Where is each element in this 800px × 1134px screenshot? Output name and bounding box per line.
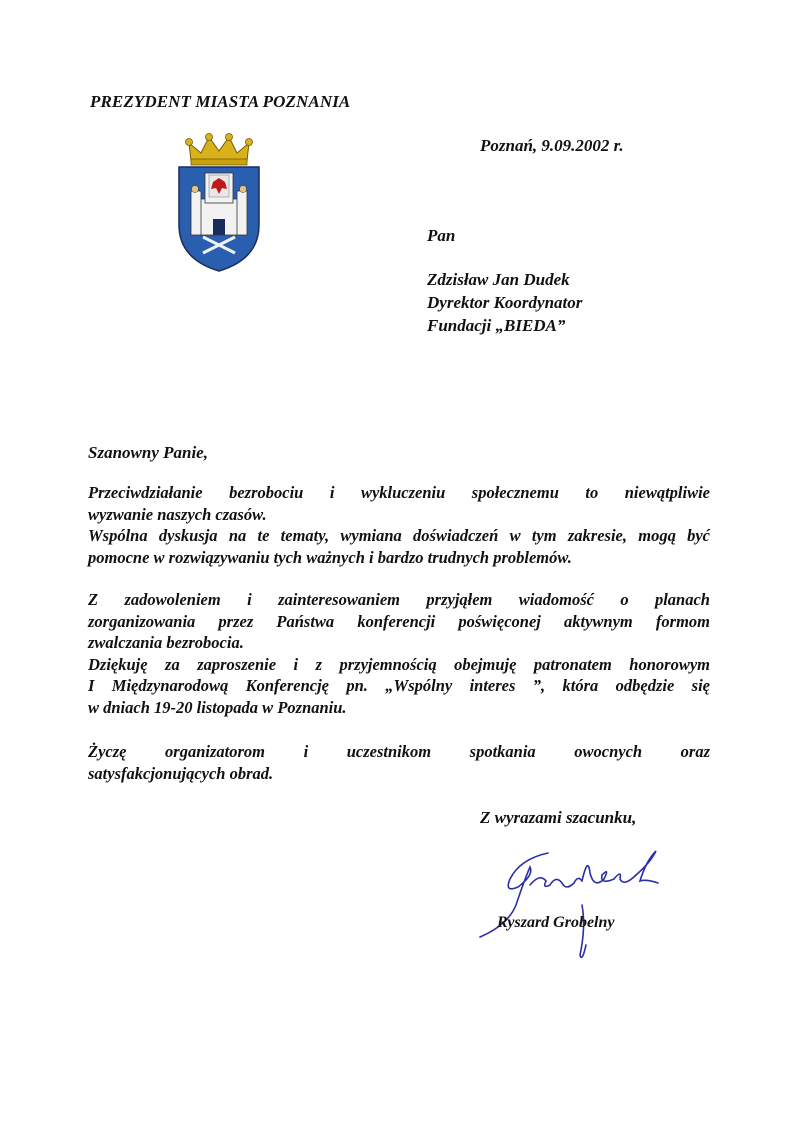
paragraph-line: zwalczania bezrobocia.	[88, 633, 244, 652]
recipient-name: Zdzisław Jan Dudek	[427, 270, 570, 289]
paragraph-line: Przeciwdziałanie bezrobociu i wykluczeniu społecznemu to niewątpliwie	[88, 483, 710, 502]
recipient-organization: Fundacji „BIEDA”	[427, 316, 566, 335]
paragraph-line: Dziękuję za zaproszenie i z przyjemnością obejmuję patronatem honorowym	[88, 654, 710, 674]
paragraph-line: satysfakcjonujących obrad.	[88, 763, 274, 783]
paragraph-line: w dniach 19-20 listopada w Poznaniu.	[88, 697, 347, 717]
paragraph-line: Wspólna dyskusja na te tematy, wymiana doświadczeń w tym zakresie, mogą być	[88, 526, 710, 545]
paragraph-line: I Międzynarodową Konferencję pn. „Wspólny interes ”, która odbędzie się	[88, 676, 710, 695]
signatory-name: Ryszard Grobelny	[497, 914, 615, 931]
recipient-position: Dyrektor Koordynator	[427, 293, 583, 312]
crown-icon	[186, 134, 253, 166]
paragraph-line: Z zadowoleniem i zainteresowaniem przyjąłem wiadomość o planach	[88, 590, 710, 609]
recipient-salutation: Pan	[427, 226, 456, 245]
poznan-coat-of-arms-icon	[173, 133, 265, 273]
paragraph-2	[88, 589, 710, 718]
paragraph-line: Życzę organizatorom i uczestnikom spotkania owocnych oraz	[88, 742, 710, 761]
paragraph-line: wyzwanie naszych czasów.	[88, 504, 267, 524]
paragraph-line: pomocne w rozwiązywaniu tych ważnych i bardzo trudnych problemów.	[88, 547, 572, 567]
paragraph-line: zorganizowania przez Państwa konferencji poświęconej aktywnym formom	[88, 611, 710, 631]
signature-icon	[470, 845, 670, 970]
letter-greeting: Szanowny Panie,	[88, 443, 208, 462]
letter-closing: Z wyrazami szacunku,	[480, 808, 637, 827]
letterhead-title: PREZYDENT MIASTA POZNANIA	[90, 92, 351, 111]
letter-date: Poznań, 9.09.2002 r.	[480, 136, 624, 155]
paragraph-1	[88, 482, 710, 568]
paragraph-3	[88, 741, 710, 784]
